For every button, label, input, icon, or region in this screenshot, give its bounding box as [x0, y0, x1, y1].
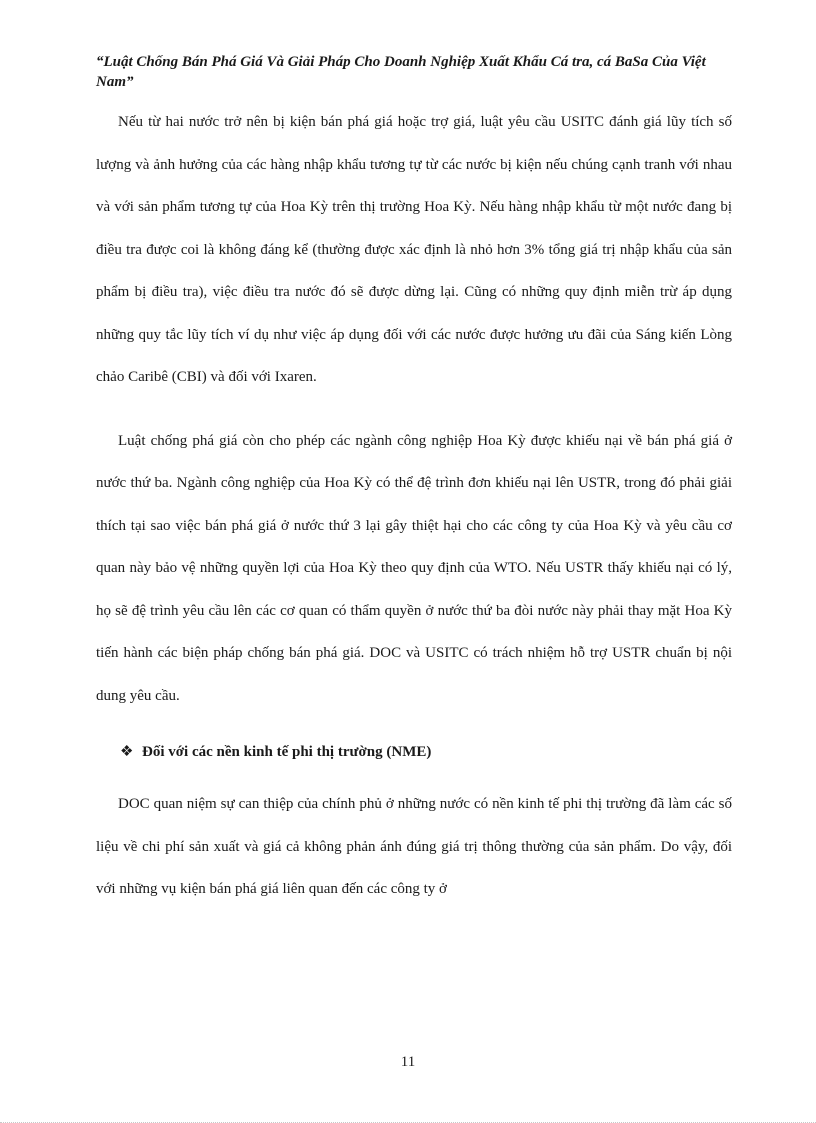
section-heading-text: Đối với các nền kinh tế phi thị trường (NME)	[142, 744, 432, 760]
body-paragraph-2: Luật chống phá giá còn cho phép các ngành công nghiệp Hoa Kỳ được khiếu nại về bán phá giá ở nước thứ ba. Ngành công nghiệp của Hoa Kỳ có thể đệ trình đơn khiếu nại lên USTR, trong đó phải giải thích tại sao việc bán phá giá ở nước thứ 3 lại gây thiệt hại cho các công ty của Hoa Kỳ và yêu cầu cơ quan này bảo vệ những quyền lợi của Hoa Kỳ theo quy định của WTO. Nếu USTR thấy khiếu nại có lý, họ sẽ đệ trình yêu cầu lên các cơ quan có thẩm quyền ở nước thứ ba đòi nước này phải thay mặt Hoa Kỳ tiến hành các biện pháp chống bán phá giá. DOC và USITC có trách nhiệm hỗ trợ USTR chuẩn bị nội dung yêu cầu.	[96, 432, 732, 704]
document-header-title: “Luật Chống Bán Phá Giá Và Giải Pháp Cho Doanh Nghiệp Xuất Khẩu Cá tra, cá BaSa Của Việt Nam”	[96, 54, 706, 90]
page-number: 11	[400, 1054, 416, 1070]
diamond-bullet-icon: ❖	[120, 744, 134, 760]
body-paragraph-1: Nếu từ hai nước trở nên bị kiện bán phá giá hoặc trợ giá, luật yêu cầu USITC đánh giá lũy tích số lượng và ảnh hưởng của các hàng nhập khẩu tương tự từ các nước bị kiện nếu chúng cạnh tranh với nhau và với sản phẩm tương tự của Hoa Kỳ trên thị trường Hoa Kỳ. Nếu hàng nhập khẩu từ một nước đang bị điều tra được coi là không đáng kể (thường được xác định là nhỏ hơn 3% tổng giá trị nhập khẩu của sản phẩm bị điều tra), việc điều tra nước đó sẽ được dừng lại. Cũng có những quy định miễn trừ áp dụng những quy tắc lũy tích ví dụ như việc áp dụng đối với các nước được hưởng ưu đãi của Sáng kiến Lòng chảo Caribê (CBI) và đối với Ixaren.	[96, 114, 732, 385]
document-body	[96, 101, 732, 911]
section-heading	[96, 731, 732, 773]
body-paragraph-3: DOC quan niệm sự can thiệp của chính phủ ở những nước có nền kinh tế phi thị trường đã làm các số liệu về chi phí sản xuất và giá cả không phản ánh đúng giá trị thông thường của sản phẩm. Do vậy, đối với những vụ kiện bán phá giá liên quan đến các công ty ở	[96, 796, 732, 897]
